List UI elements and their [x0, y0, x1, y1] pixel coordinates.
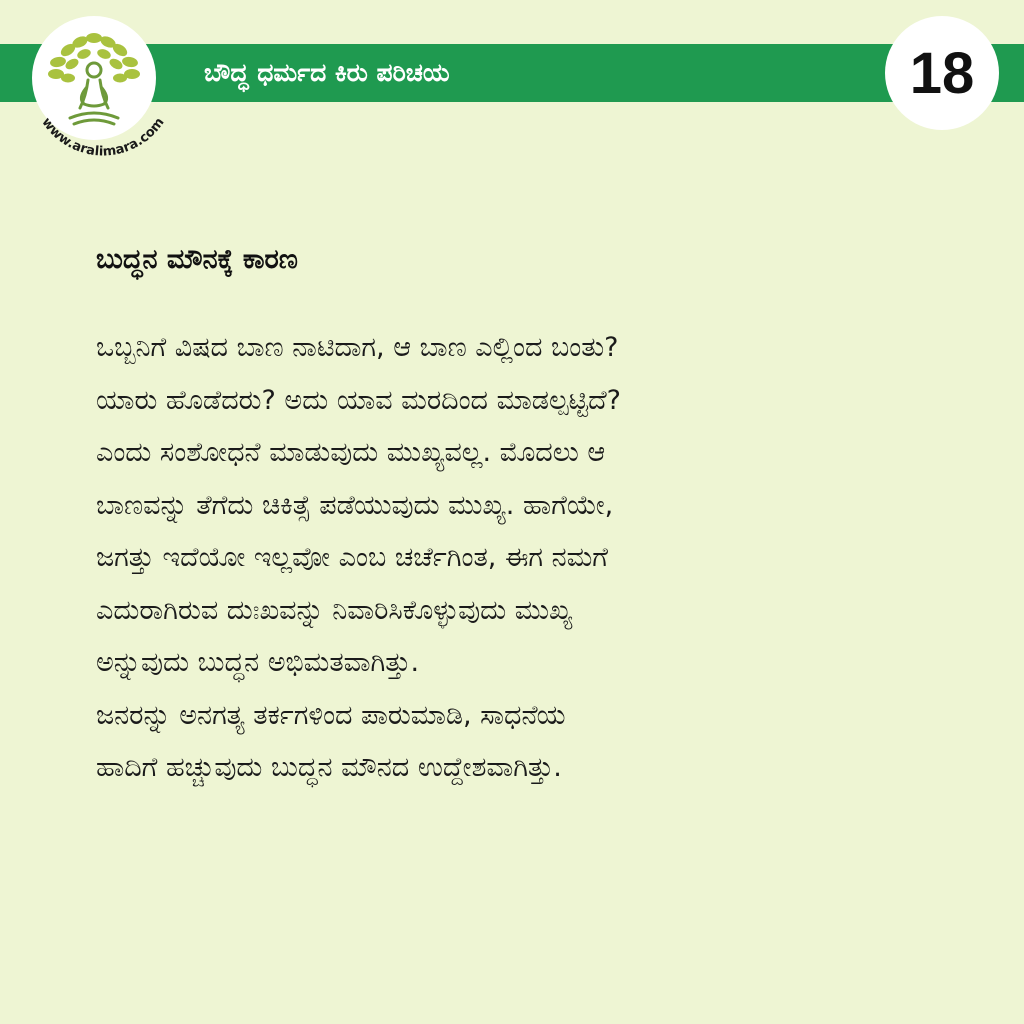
page-number-badge: 18 [885, 16, 999, 130]
tree-meditation-icon [28, 12, 178, 162]
logo-url: www.aralimara.com [38, 115, 168, 160]
body-line: ಜಗತ್ತು ಇದೆಯೋ ಇಲ್ಲವೋ ಎಂಬ ಚರ್ಚೆಗಿಂತ, ಈಗ ನಮಗೆ [96, 542, 608, 573]
body-paragraph [96, 322, 956, 795]
body-line: ಎಂದು ಸಂಶೋಧನೆ ಮಾಡುವುದು ಮುಖ್ಯವಲ್ಲ. ಮೊದಲು ಆ [96, 437, 606, 468]
series-title: ಬೌದ್ಧ ಧರ್ಮದ ಕಿರು ಪರಿಚಯ [204, 58, 450, 87]
body-line: ಹಾದಿಗೆ ಹಚ್ಚುವುದು ಬುದ್ಧನ ಮೌನದ ಉದ್ದೇಶವಾಗಿತ್ತು. [96, 752, 562, 783]
aralimara-logo [28, 12, 178, 162]
body-line: ಅನ್ನುವುದು ಬುದ್ಧನ ಅಭಿಮತವಾಗಿತ್ತು. [96, 647, 420, 678]
section-heading: ಬುದ್ಧನ ಮೌನಕ್ಕೆ ಕಾರಣ [96, 244, 298, 275]
body-line: ಜನರನ್ನು ಅನಗತ್ಯ ತರ್ಕಗಳಿಂದ ಪಾರುಮಾಡಿ, ಸಾಧನೆಯ [96, 699, 566, 731]
body-line: ಯಾರು ಹೊಡೆದರು? ಅದು ಯಾವ ಮರದಿಂದ ಮಾಡಲ್ಪಟ್ಟಿದೆ? [96, 384, 621, 416]
body-line: ಎದುರಾಗಿರುವ ದುಃಖವನ್ನು ನಿವಾರಿಸಿಕೊಳ್ಳುವುದು ಮುಖ್ಯ [96, 594, 573, 626]
body-line: ಬಾಣವನ್ನು ತೆಗೆದು ಚಿಕಿತ್ಸೆ ಪಡೆಯುವುದು ಮುಖ್ಯ. ಹಾಗೆಯೇ, [96, 489, 614, 521]
body-line: ಒಬ್ಬನಿಗೆ ವಿಷದ ಬಾಣ ನಾಟಿದಾಗ, ಆ ಬಾಣ ಎಲ್ಲಿಂದ ಬಂತು? [96, 332, 619, 363]
